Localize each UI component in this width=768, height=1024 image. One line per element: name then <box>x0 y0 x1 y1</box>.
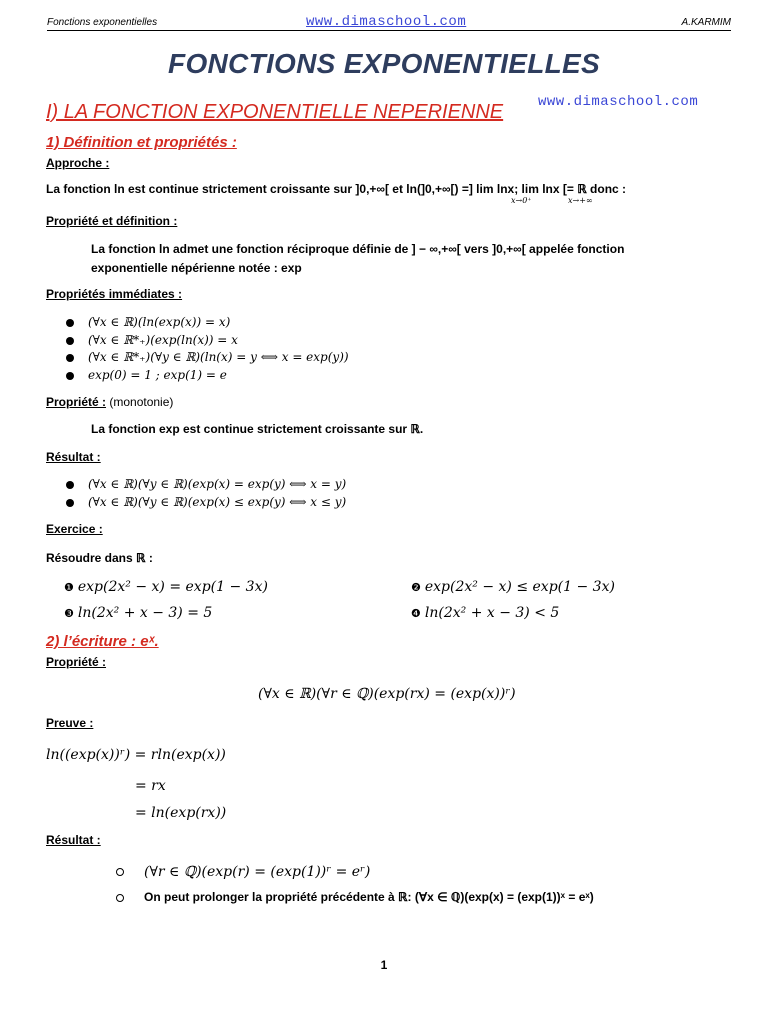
bullet-icon <box>66 354 74 362</box>
section1-heading: I) LA FONCTION EXPONENTIELLE NEPERIENNE <box>46 101 504 123</box>
list-item: (∀r ∈ ℚ)(exp(r) = (exp(1))ʳ = eʳ) <box>116 863 370 881</box>
resultat-label: Résultat : <box>46 450 101 464</box>
list-item: (∀x ∈ ℝ*₊)(∀y ∈ ℝ)(ln(x) = y ⟺ x = exp(y)) <box>66 350 349 364</box>
monotonie-text: La fonction exp est continue strictement croissante sur ℝ. <box>91 422 424 436</box>
page-title: FONCTIONS EXPONENTIELLES <box>168 48 600 79</box>
preuve-line: = rx <box>135 778 166 794</box>
bullet-icon <box>66 499 74 507</box>
list-item: (∀x ∈ ℝ)(∀y ∈ ℝ)(exp(x) = exp(y) ⟺ x = y) <box>66 477 346 491</box>
bullet-icon <box>66 481 74 489</box>
exercice-label: Exercice : <box>46 522 103 536</box>
exercise-item: ❶ exp(2x² − x) = exp(1 − 3x) <box>64 579 268 595</box>
exercise-item: ❷ exp(2x² − x) ≤ exp(1 − 3x) <box>411 579 615 595</box>
approche-text: La fonction ln est continue strictement croissante sur ]0,+∞[ et ln(]0,+∞[) =] lim lnx; lim lnx [= ℝ donc : <box>46 182 627 196</box>
approche-lim2-sub: x→+∞ <box>568 196 593 205</box>
approche-lim1-sub: x→0⁺ <box>511 196 532 205</box>
watermark-url: www.dimaschool.com <box>538 94 699 110</box>
header-url-link[interactable]: www.dimaschool.com <box>306 14 467 30</box>
preuve-line: = ln(exp(rx)) <box>135 805 227 821</box>
exercice-intro: Résoudre dans ℝ : <box>46 551 153 565</box>
exercise-item: ❸ ln(2x² + x − 3) = 5 <box>64 605 213 621</box>
list-item: (∀x ∈ ℝ)(ln(exp(x)) = x) <box>66 315 230 329</box>
page-number: 1 <box>380 958 388 972</box>
section2-resultat-label: Résultat : <box>46 833 101 847</box>
exercise-item: ❹ ln(2x² + x − 3) < 5 <box>411 605 560 621</box>
immediates-label: Propriétés immédiates : <box>46 287 183 301</box>
propdef-line2: exponentielle népérienne notée : exp <box>91 261 302 275</box>
section2-heading: 2) l’écriture : eˣ. <box>46 633 159 650</box>
bullet-icon <box>66 337 74 345</box>
header-left: Fonctions exponentielles <box>47 17 158 28</box>
preuve-line: ln((exp(x))ʳ) = rln(exp(x)) <box>46 747 226 763</box>
approche-label: Approche : <box>46 156 110 170</box>
monotonie-heading: Propriété : (monotonie) <box>46 395 174 409</box>
section1-subheading: 1) Définition et propriétés : <box>46 134 237 151</box>
list-item: On peut prolonger la propriété précédente à ℝ: (∀x ∈ ℚ)(exp(x) = (exp(1))ˣ = eˣ) <box>116 890 594 904</box>
circle-bullet-icon <box>116 894 124 902</box>
section2-prop-formula: (∀x ∈ ℝ)(∀r ∈ ℚ)(exp(rx) = (exp(x))ʳ) <box>258 686 516 702</box>
propdef-line1: La fonction ln admet une fonction réciproque définie de ] − ∞,+∞[ vers ]0,+∞[ appelée fonction <box>91 242 625 256</box>
header-author: A.KARMIM <box>681 17 731 28</box>
list-item: exp(0) = 1 ; exp(1) = e <box>66 368 227 382</box>
list-item: (∀x ∈ ℝ)(∀y ∈ ℝ)(exp(x) ≤ exp(y) ⟺ x ≤ y) <box>66 495 346 509</box>
list-item: (∀x ∈ ℝ*₊)(exp(ln(x)) = x <box>66 333 238 347</box>
bullet-icon <box>66 319 74 327</box>
bullet-icon <box>66 372 74 380</box>
propdef-label: Propriété et définition : <box>46 214 178 228</box>
circle-bullet-icon <box>116 868 124 876</box>
header-rule <box>47 30 731 31</box>
section2-prop-label: Propriété : <box>46 655 107 669</box>
preuve-label: Preuve : <box>46 716 94 730</box>
